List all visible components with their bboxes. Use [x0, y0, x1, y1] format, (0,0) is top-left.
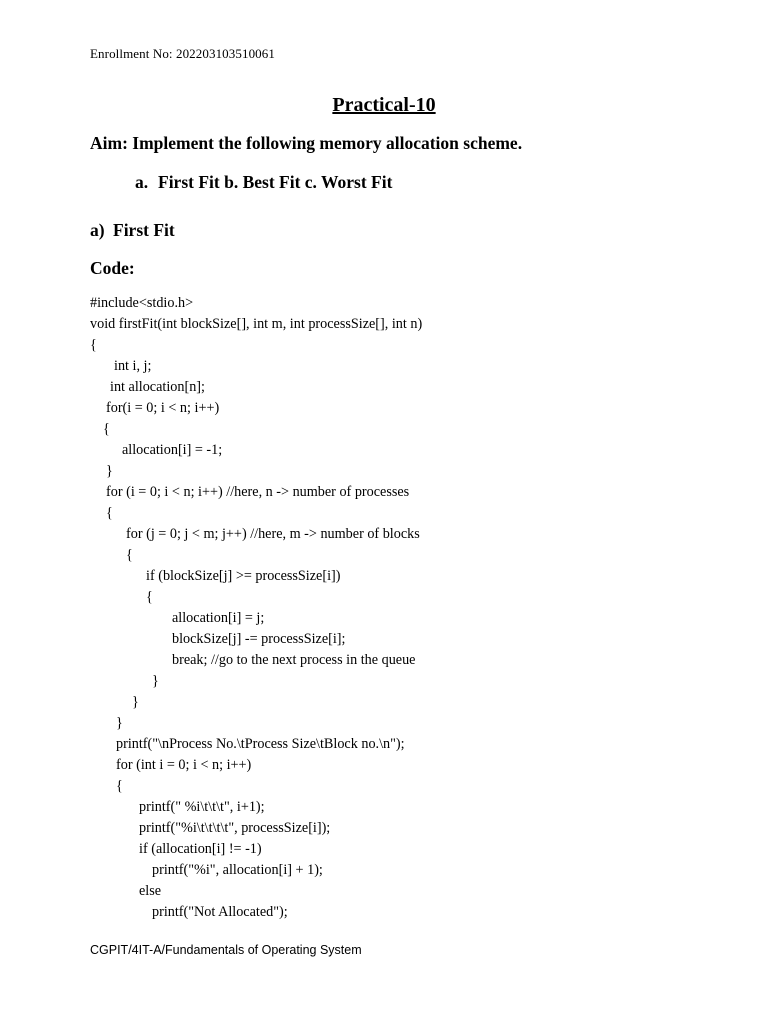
code-line: { — [126, 547, 133, 563]
scheme-list — [135, 172, 392, 193]
code-line: for(i = 0; i < n; i++) — [106, 400, 220, 416]
code-line: void firstFit(int blockSize[], int m, int processSize[], int n) — [90, 316, 423, 332]
code-line: } — [152, 673, 159, 689]
code-line: printf("%i\t\t\t\t", processSize[i]); — [139, 820, 331, 836]
practical-title: Practical-10 — [332, 94, 436, 116]
code-line: if (blockSize[j] >= processSize[i]) — [146, 568, 341, 584]
code-line: printf("\nProcess No.\tProcess Size\tBlock no.\n"); — [116, 736, 405, 752]
code-line: printf("Not Allocated"); — [152, 904, 288, 920]
code-line: for (int i = 0; i < n; i++) — [116, 757, 252, 773]
code-line: } — [106, 463, 113, 479]
enrollment-number: Enrollment No: 202203103510061 — [90, 46, 275, 61]
code-line: if (allocation[i] != -1) — [139, 841, 262, 857]
code-line: break; //go to the next process in the queue — [172, 652, 416, 668]
code-line: int i, j; — [114, 358, 152, 374]
code-line: for (j = 0; j < m; j++) //here, m -> number of blocks — [126, 526, 420, 542]
code-line: allocation[i] = j; — [172, 610, 265, 626]
code-line: blockSize[j] -= processSize[i]; — [172, 631, 346, 647]
aim-statement: Aim: Implement the following memory allocation scheme. — [90, 133, 523, 153]
code-line: allocation[i] = -1; — [122, 442, 223, 458]
section-marker: a) — [90, 220, 105, 240]
code-line: printf("%i", allocation[i] + 1); — [152, 862, 323, 878]
code-line: } — [132, 694, 139, 710]
code-line: printf(" %i\t\t\t", i+1); — [139, 799, 265, 815]
code-line: for (i = 0; i < n; i++) //here, n -> number of processes — [106, 484, 410, 500]
code-line: { — [116, 778, 123, 794]
code-line: } — [116, 715, 123, 731]
code-line: int allocation[n]; — [110, 379, 205, 395]
page-footer: CGPIT/4IT-A/Fundamentals of Operating System — [90, 943, 362, 957]
code-label: Code: — [90, 258, 135, 278]
code-line: else — [139, 883, 162, 899]
scheme-list-text: First Fit b. Best Fit c. Worst Fit — [158, 172, 393, 192]
code-line: { — [90, 337, 97, 353]
code-line: { — [146, 589, 153, 605]
code-line: #include<stdio.h> — [90, 295, 194, 311]
section-title: First Fit — [113, 220, 175, 240]
scheme-list-marker: a. — [135, 172, 149, 192]
code-line: { — [103, 421, 110, 437]
code-line: { — [106, 505, 113, 521]
section-heading — [90, 220, 175, 241]
